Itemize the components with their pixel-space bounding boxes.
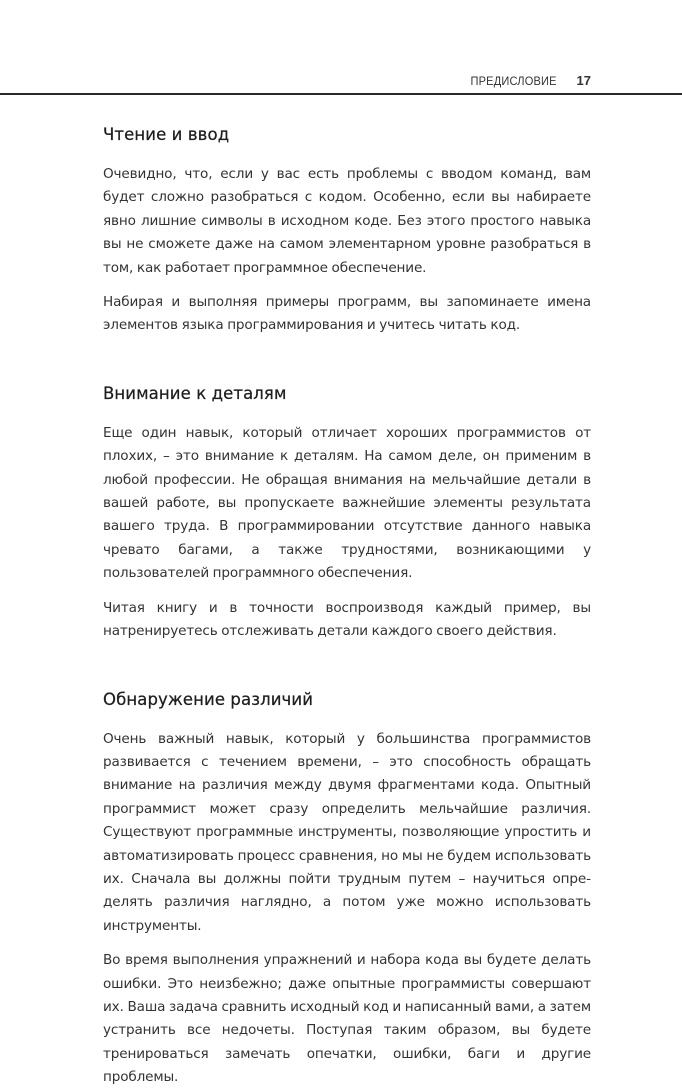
section-reading-and-typing: [103, 124, 591, 338]
section-attention-to-detail: [103, 383, 591, 644]
page-number: 17: [576, 73, 591, 88]
running-header: [463, 73, 591, 91]
section-spotting-differences: [103, 689, 591, 1090]
paragraph: Читая книгу и в точности воспроизводя каждый пример, вы натренируетесь отслеживать детали каждого своего действия.: [103, 599, 591, 640]
page-body: [103, 124, 591, 1090]
paragraph: Во время выполнения упражнений и набора кода вы будете делать ошибки. Это неизбежно; даже опытные программисты совершают их. Ваша задача сравнить исходный код и написанный вами, а затем устранить все недочеты. Поступая таким образом, вы будете тренироваться замечать опечатки, ошибки, баги и другие проблемы.: [103, 952, 591, 1086]
section-title: Внимание к деталям: [103, 383, 287, 403]
paragraph: Еще один навык, который отличает хороших программистов от плохих, – это внимание к деталям. На самом деле, он применим в любой профессии. Не обращая внимания на мельчайшие детали в вашей работе, вы пропускаете важнейшие элементы результата вашего труда. В программировании отсутствие данного навыка чревато багами, а также трудностями, возникающими у пользователей программного обеспечения.: [103, 424, 591, 582]
section-title: Обнаружение различий: [103, 689, 314, 709]
paragraph: Очевидно, что, если у вас есть проблемы с вводом команд, вам будет сложно разобраться с кодом. Особенно, если вы набираете явно лишние символы в исходном коде. Без этого простого навыка вы не сможете даже на самом элементарном уровне разобраться в том, как работает программное обеспечение.: [103, 166, 591, 276]
section-title: Чтение и ввод: [103, 125, 230, 144]
paragraph: Очень важный навык, который у большинства программистов развивается с течением времени, – это способность обращать внимание на различия между двумя фрагментами кода. Опытный программист может сразу определить мельчайшие различия. Существуют программные инструменты, позволяющие упростить и автоматизировать процесс сравнения, но мы не будем использовать их. Сначала вы должны пойти трудным путем – научиться определять различия наглядно, а потом уже можно использовать инструменты.: [103, 730, 591, 934]
running-header-section: ПРЕДИСЛОВИЕ: [470, 74, 557, 88]
header-rule: [0, 93, 682, 95]
paragraph: Набирая и выполняя примеры программ, вы запоминаете имена элементов языка программирования и учитесь читать код.: [103, 294, 591, 334]
